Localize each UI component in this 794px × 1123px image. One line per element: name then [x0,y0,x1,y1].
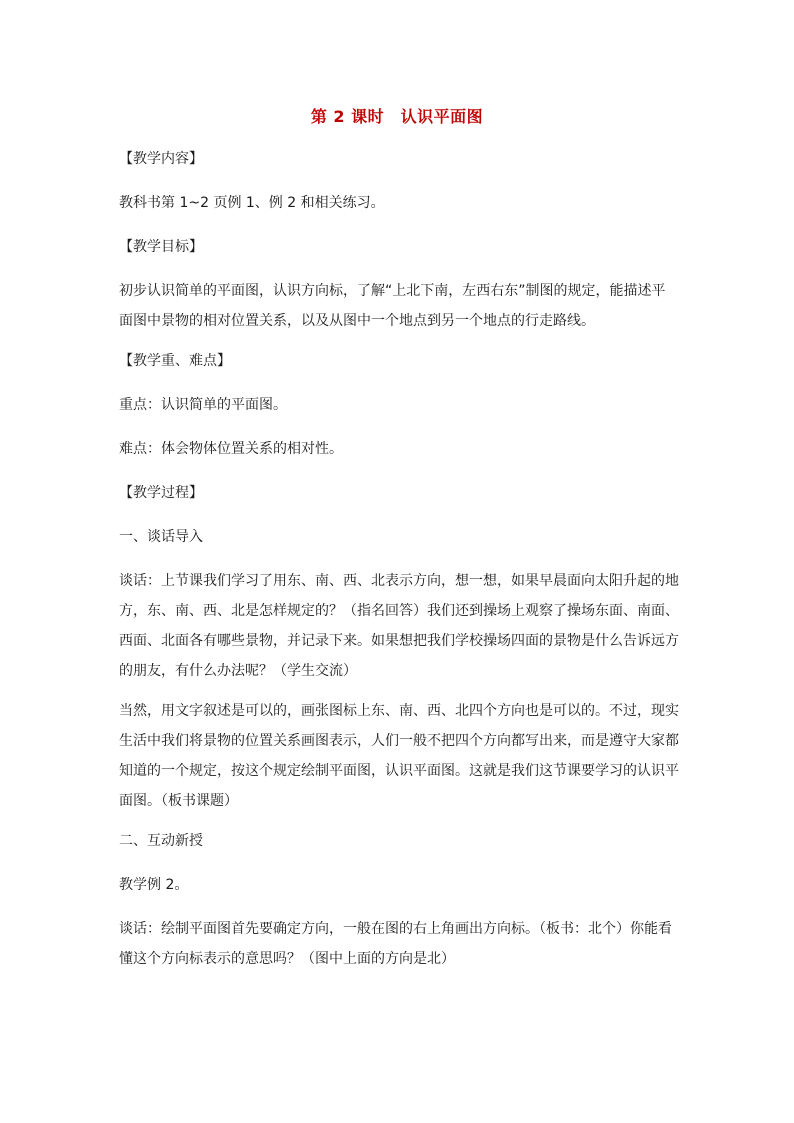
paragraph-line: 西面、北面各有哪些景物，并记录下来。如果想把我们学校操场四面的景物是什么告诉远方 [119,633,679,649]
paragraph-line: 当然，用文字叙述是可以的，画张图标上东、南、西、北四个方向也是可以的。不过，现实 [119,703,679,719]
section-heading-key-points: 【教学重、难点】 [119,353,231,369]
page-title: 第 2 课时 认识平面图 [310,107,484,126]
section-heading-teaching-goals: 【教学目标】 [119,239,203,255]
part2-heading: 二、互动新授 [119,833,203,849]
example-text: 教学例 2。 [119,877,189,893]
paragraph-line: 懂这个方向标表示的意思吗？（图中上面的方向是北） [119,951,455,967]
paragraph-line: 的朋友，有什么办法呢？（学生交流） [119,663,357,679]
paragraph-line: 面图中景物的相对位置关系，以及从图中一个地点到另一个地点的行走路线。 [119,313,595,329]
part1-paragraph-2 [119,696,679,816]
paragraph-line: 谈话：上节课我们学习了用东、南、西、北表示方向，想一想，如果早晨面向太阳升起的地 [119,573,679,589]
paragraph-line: 面图。（板书课题） [119,793,238,809]
document-body [119,106,679,988]
key-point-text: 重点：认识简单的平面图。 [119,397,287,413]
teaching-content-text: 教科书第 1~2 页例 1、例 2 和相关练习。 [119,195,385,211]
paragraph-line: 知道的一个规定，按这个规定绘制平面图，认识平面图。这就是我们这节课要学习的认识平 [119,763,679,779]
paragraph-line: 方，东、南、西、北是怎样规定的？（指名回答）我们还到操场上观察了操场东面、南面、 [119,603,679,619]
section-heading-teaching-process: 【教学过程】 [119,485,203,501]
part2-paragraph [119,914,675,974]
paragraph-line: 初步认识简单的平面图，认识方向标，了解“上北下南，左西右东”制图的规定，能描述平 [119,283,666,299]
paragraph-line: 谈话：绘制平面图首先要确定方向，一般在图的右上角画出方向标。（板书：北个）你能看 [119,921,672,937]
part1-paragraph-1 [119,566,679,686]
paragraph-line: 生活中我们将景物的位置关系画图表示，人们一般不把四个方向都写出来，而是遵守大家都 [119,733,679,749]
section-heading-teaching-content: 【教学内容】 [119,151,203,167]
difficult-point-text: 难点：体会物体位置关系的相对性。 [119,441,343,457]
teaching-goals-paragraph [119,276,675,336]
part1-heading: 一、谈话导入 [119,529,203,545]
